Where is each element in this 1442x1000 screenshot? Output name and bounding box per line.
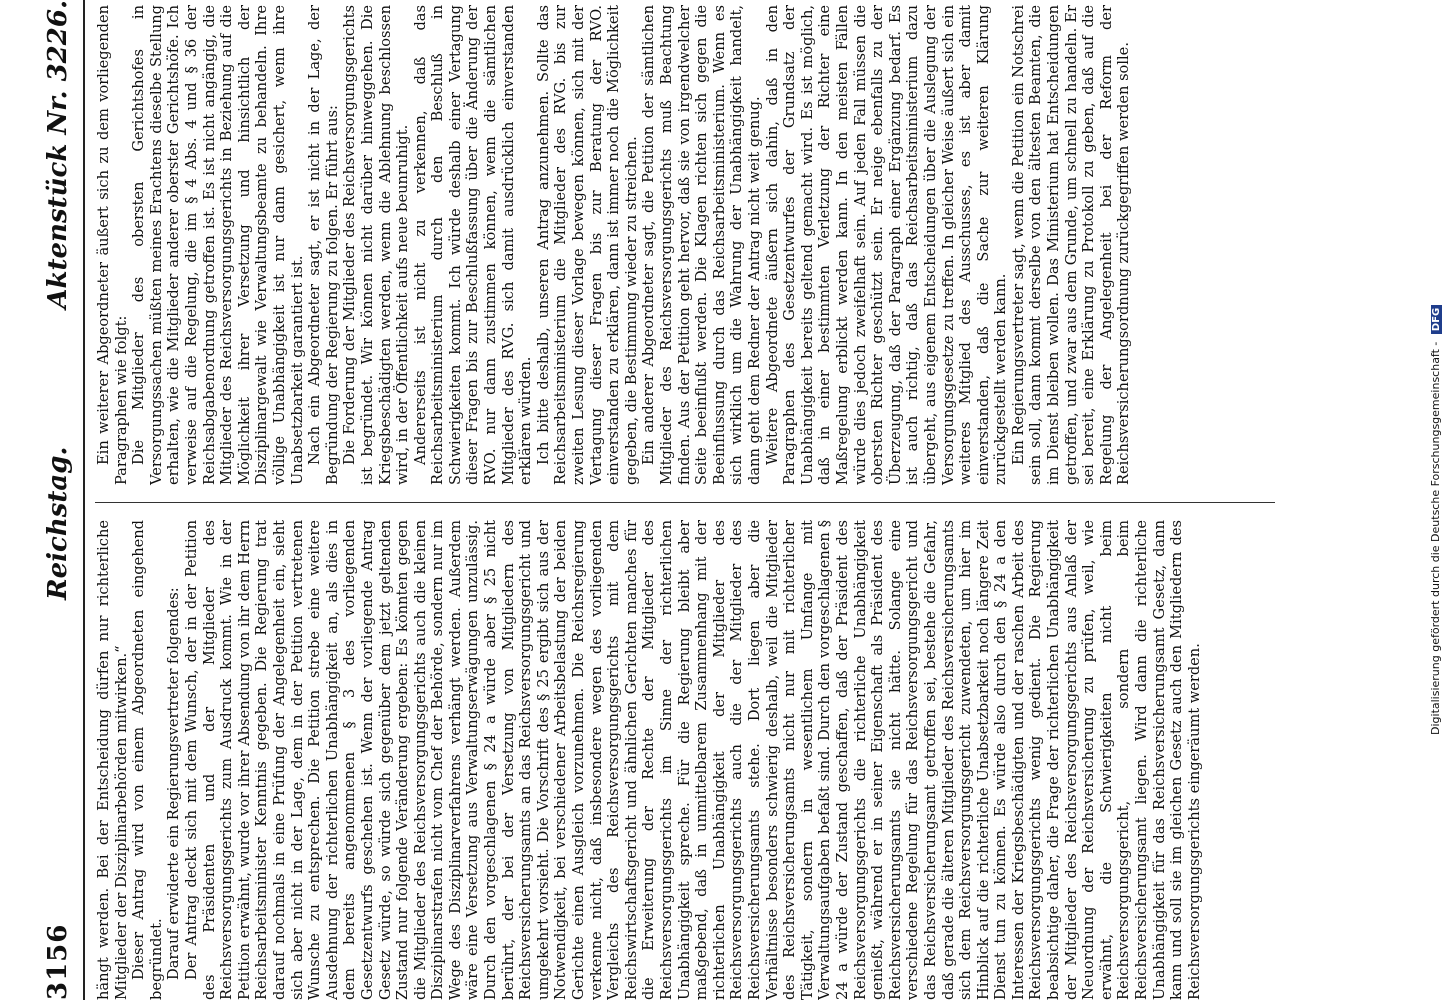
paragraph: Andererseits ist nicht zu verkennen, daß das Reichsarbeitsministerium durch den Beschluß in Schwierigkeiten kommt. Ich würde deshalb einer Vertagung dieser Fragen bis zur Beschlußfassung über die Änderung der RVO. nur dann zustimmen können, wenn die sämtlichen Mitglieder des RVG. sich damit ausdrücklich einverstanden erklären würden. (411, 5, 535, 485)
paragraph: Darauf erwiderte ein Regierungsvertreter folgendes: (165, 587, 183, 980)
paragraph: Ein weiterer Abgeordneter äußert sich zu dem vorliegenden Paragraphen wie folgt: (95, 5, 130, 485)
paragraph: Der Antrag deckt sich mit dem Wunsch, der in der Petition des Präsidenten und der Mitglieder des Reichsversorgungsgerichts zum Ausdruck kommt. Wie in der Petition erwähnt, wurde vor ihrer Absendung von ihr dem Herrn Reichsarbeitsminister Kenntnis gegeben. Die Regierung trat darauf nochmals in eine Prüfung der Angelegenheit ein, sieht sich aber nicht in der Lage, dem in der Petition vertretenen Wunsche zu entsprechen. Die Petition strebe eine weitere Ausdehnung der richterlichen Unabhängigkeit an, als dies in dem bereits angenommenen § 3 des vorliegenden Gesetzentwurfs geschehen ist. Wenn der vorliegende Antrag Gesetz würde, so würde sich gegenüber dem jetzt geltenden Zustand nur folgende Veränderung ergeben: Es könnten gegen die Mitglieder des Reichsversorgungsgerichts auch die kleinen Disziplinarstrafen nicht vom Chef der Behörde, sondern nur im Wege des Disziplinarverfahrens verhängt werden. Außerdem wäre eine Versetzung aus Verwaltungserwägungen unzulässig. Durch den vorgeschlagenen § 24 a würde aber § 25 nicht berührt, der bei der Versetzung von Mitgliedern des Reichsversicherungsamts an das Reichsversorgungsgericht und umgekehrt vorsieht. Die Vorschrift des § 25 ergibt sich aus der Notwendigkeit, bei verschiedener Arbeitsbelastung der beiden Gerichte einen Ausgleich vorzunehmen. Die Reichsregierung verkenne nicht, daß insbesondere wegen des vorliegenden Vergleichs des Reichsversorgungsgerichts mit dem Reichswirtschaftsgericht und ähnlichen Gerichten manches für die Erweiterung der Rechte der Mitglieder des Reichsversorgungsgerichts im Sinne der richterlichen Unabhängigkeit spreche. Für die Regierung bleibt aber maßgebend, daß in unmittelbarem Zusammenhang mit der richterlichen Unabhängigkeit der Mitglieder des Reichsversorgungsgerichts auch die der Mitglieder des Reichsversicherungsamts stehe. Dort liegen aber die Verhältnisse besonders schwierig deshalb, weil die Mitglieder des Reichsversicherungsamts nicht nur mit richterlicher Tätigkeit, sondern in wesentlichem Umfange mit Verwaltungsaufgaben befaßt sind. Durch den vorgeschlagenen § 24 a würde der Zustand geschaffen, daß der Präsident des Reichsversorgungsgerichts die richterliche Unabhängigkeit genießt, während er in seiner Eigenschaft als Präsident des Reichsversicherungsamts sie nicht hätte. Solange eine verschiedene Regelung für das Reichsversorgungsgericht und das Reichsversicherungsamt getroffen sei, bestehe die Gefahr, daß gerade die älteren Mitglieder des Reichsversicherungsamts sich dem Reichsversorgungsgericht zuwendeten, um hier im Hinblick auf die richterliche Unabsetzbarkeit noch längere Zeit Dienst tun zu können. Es würde also durch den § 24 a den Interessen der Kriegsbeschädigten und der raschen Arbeit des Reichsversorgungsgerichts wenig gedient. Die Regierung beabsichtige daher, die Frage der richterlichen Unabhängigkeit der Mitglieder des Reichsversorgungsgerichts aus Anlaß der Neuordnung der Reichsversicherung zu prüfen, weil, wie erwähnt, die Schwierigkeiten nicht beim Reichsversorgungsgericht, sondern beim Reichsversicherungsamt liegen. Wird dann die richterliche Unabhängigkeit für das Reichsversicherungsamt Gesetz, dann kann und soll sie im gleichen Gesetz auch den Mitgliedern des Reichsversorgungsgerichts eingeräumt werden. (182, 520, 1203, 1000)
header-rule (83, 0, 85, 1000)
paragraph: Die Forderung der Mitglieder des Reichsversorgungsgerichts ist begründet. Wir können nicht darüber hinweggehen. Die Kriegsbeschädigten werden, wenn die Ablehnung beschlossen wird, in der Öffentlichkeit aufs neue beunruhigt. (341, 5, 412, 485)
paragraph: Dieser Antrag wird von einem Abgeordneten eingehend begründet. (130, 520, 165, 1000)
paragraph: Ich bitte deshalb, unseren Antrag anzunehmen. Sollte das Reichsarbeitsministerium die Mitglieder des RVG. bis zur zweiten Lesung dieser Vorlage bewegen können, sich mit der Vertagung dieser Fragen bis zur Beratung der RVO. einverstanden zu erklären, dann ist immer noch die Möglichkeit gegeben, die Bestimmung wieder zu streichen. (534, 5, 640, 485)
paragraph: Die Mitglieder des obersten Gerichtshofes in Versorgungssachen müßten meines Erachtens dieselbe Stellung erhalten, wie die Mitglieder anderer oberster Gerichtshöfe. Ich verweise auf die Regelung, die im § 4 Abs. 4 und § 36 der Reichsabgabenordnung getroffen ist. Es ist nicht angängig, die Mitglieder des Reichsversorgungsgerichts in Beziehung auf die Möglichkeit ihrer Versetzung und hinsichtlich der Disziplinargewalt wie Verwaltungsbeamte zu behandeln. Ihre völlige Unabhängigkeit ist nur dann gesichert, wenn ihre Unabsetzbarkeit garantiert ist. (130, 5, 306, 485)
dfg-logo: DFG (1431, 305, 1442, 334)
page-header (37, 0, 81, 1000)
page-number: 3156 (43, 923, 73, 1000)
left-column (95, 520, 1203, 1000)
paragraph: Ein Regierungsvertreter sagt, wenn die Petition ein Notschrei sein soll, dann kommt derselbe von den ältesten Beamten, die im Dienst bleiben wollen. Das Ministerium hat Entscheidungen getroffen, und zwar aus dem Grunde, um schnell zu handeln. Er sei bereit, eine Erklärung zu Protokoll zu geben, daß auf die Regelung der Angelegenheit bei der Reform der Reichsversicherungsordnung zurückgegriffen werden solle. (1009, 4, 1133, 485)
document-reference: Aktenstück Nr. 3226. (43, 0, 73, 309)
running-head: Reichstag. (43, 446, 73, 600)
rotated-document-page (37, 0, 1397, 1000)
digitization-text: Digitalisierung gefördert durch die Deutsche Forschungsgemeinschaft - (1429, 341, 1442, 735)
paragraph: hängt werden. Bei der Entscheidung dürfen nur richterliche Mitglieder der Disziplinarbehörden mitwirken.“ (95, 520, 130, 1000)
paragraph: Weitere Abgeordnete äußern sich dahin, daß in den Paragraphen des Gesetzentwurfes der Grundsatz der Unabhängigkeit bereits geltend gemacht wird. Es ist möglich, daß in einer bestimmten Verletzung der Richter eine Maßregelung erblickt werden kann. In den meisten Fällen würde dies jedoch zweifelhaft sein. Auf jeden Fall müssen die obersten Richter geschützt sein. Er neige ebenfalls zu der Überzeugung, daß der Paragraph einer Ergänzung bedarf. Es ist auch richtig, daß das Reichsarbeitsministerium dazu übergeht, aus eigenem Entscheidungen über die Auslegung der Versorgungsgesetze zu treffen. In gleicher Weise äußert sich ein weiteres Mitglied des Ausschusses, es ist aber damit einverstanden, daß die Sache zur weiteren Klärung zurückgestellt werden kann. (763, 5, 1010, 485)
digitization-note (1415, 0, 1442, 1000)
digitization-text-row (1429, 305, 1442, 735)
column-divider (95, 502, 1275, 503)
paragraph: Nach ein Abgeordneter sagt, er ist nicht in der Lage, der Begründung der Regierung zu folgen. Er führt aus: (306, 5, 341, 485)
right-column (95, 5, 1133, 485)
paragraph: Ein anderer Abgeordneter sagt, die Petition der sämtlichen Mitglieder des Reichsversorgungsgerichts muß Beachtung finden. Aus der Petition geht hervor, daß sie von irgendwelcher Seite beeinflußt werden. Die Klagen richten sich gegen die Beeinflussung durch das Reichsarbeitsministerium. Wenn es sich wirklich um die Wahrung der Unabhängigkeit handelt, dann geht dem Redner der Antrag nicht weit genug. (640, 5, 763, 485)
